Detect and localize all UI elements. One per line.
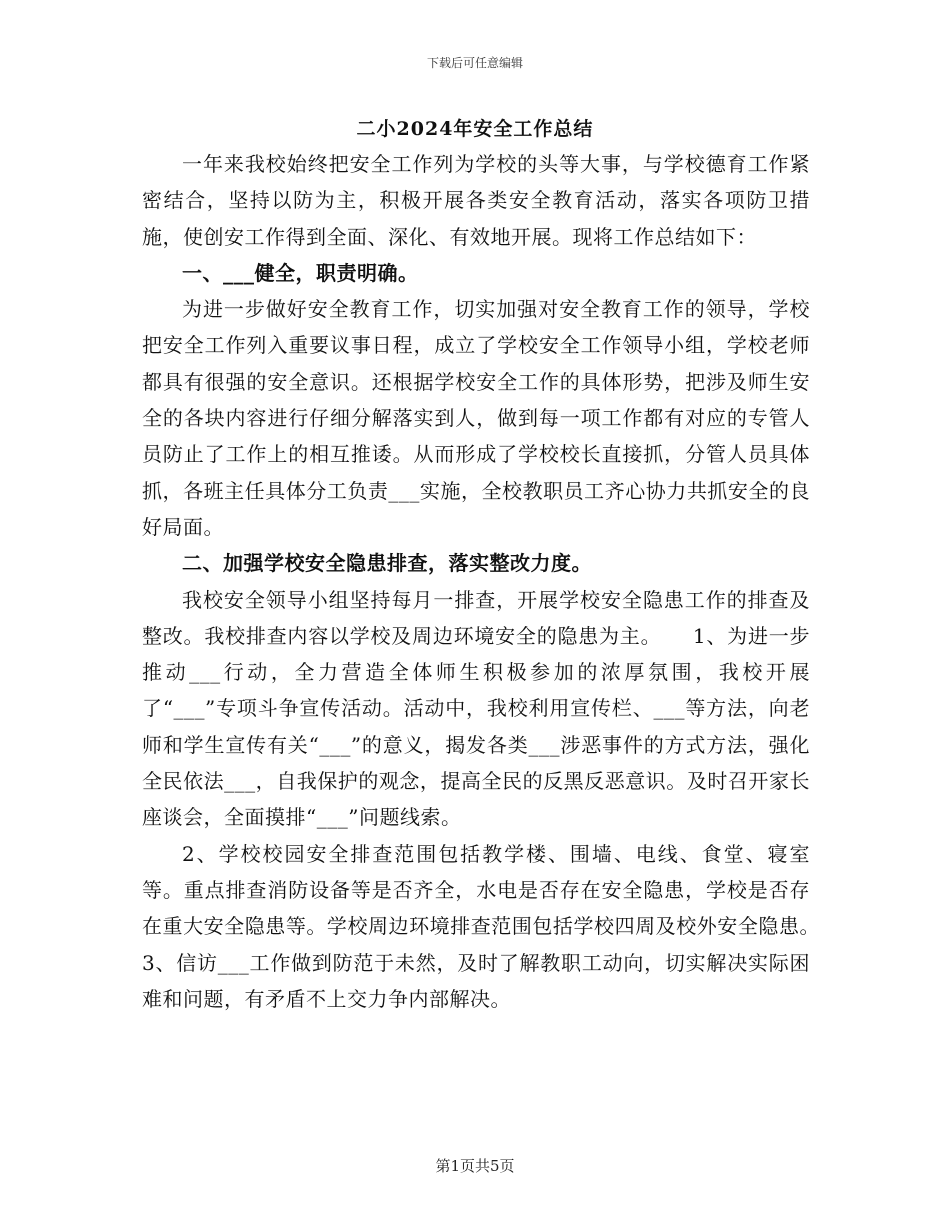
paragraph-intro: 一年来我校始终把安全工作列为学校的头等大事，与学校德育工作紧密结合，坚持以防为主，积极开展各类安全教育活动，落实各项防卫措施，使创安工作得到全面、深化、有效地开展。现将工作总结如下：	[142, 152, 810, 249]
page-number: 第1页共5页	[435, 1157, 515, 1175]
document-body	[142, 146, 851, 1017]
paragraph-section-2-b: 2、学校校园安全排查范围包括教学楼、围墙、电线、食堂、寝室等。重点排查消防设备等是否齐全，水电是否存在安全隐患，学校是否存在重大安全隐患等。学校周边环境排查范围包括学校四周及校外安全隐患。 3、信访___工作做到防范于未然，及时了解教职工动向，切实解决实际困难和问题，有矛盾不上交力争内部解决。	[142, 841, 851, 1011]
section-heading-2: 二、加强学校安全隐患排查，落实整改力度。	[182, 551, 592, 576]
paragraph-section-1: 为进一步做好安全教育工作，切实加强对安全教育工作的领导，学校把安全工作列入重要议事日程，成立了学校安全工作领导小组，学校老师都具有很强的安全意识。还根据学校安全工作的具体形势，把涉及师生安全的各块内容进行仔细分解落实到人，做到每一项工作都有对应的专管人员防止了工作上的相互推诿。从而形成了学校校长直接抓，分管人员具体抓，各班主任具体分工负责___实施，全校教职员工齐心协力共抓安全的良好局面。	[142, 297, 810, 539]
page-header-note: 下载后可任意编辑	[426, 56, 523, 70]
section-heading-1: 一、___健全，职责明确。	[182, 260, 419, 285]
paragraph-section-2-a: 我校安全领导小组坚持每月一排查，开展学校安全隐患工作的排查及整改。我校排查内容以学校及周边环境安全的隐患为主。 1、为进一步推动___行动，全力营造全体师生积极参加的浓厚氛围，我校开展了“___”专项斗争宣传活动。活动中，我校利用宣传栏、___等方法，向老师和学生宣传有关“___”的意义，揭发各类___涉恶事件的方式方法，强化全民依法___，自我保护的观念，提高全民的反黑反恶意识。及时召开家长座谈会，全面摸排“___”问题线索。	[142, 587, 810, 830]
document-title: 二小2024年安全工作总结	[356, 118, 594, 140]
